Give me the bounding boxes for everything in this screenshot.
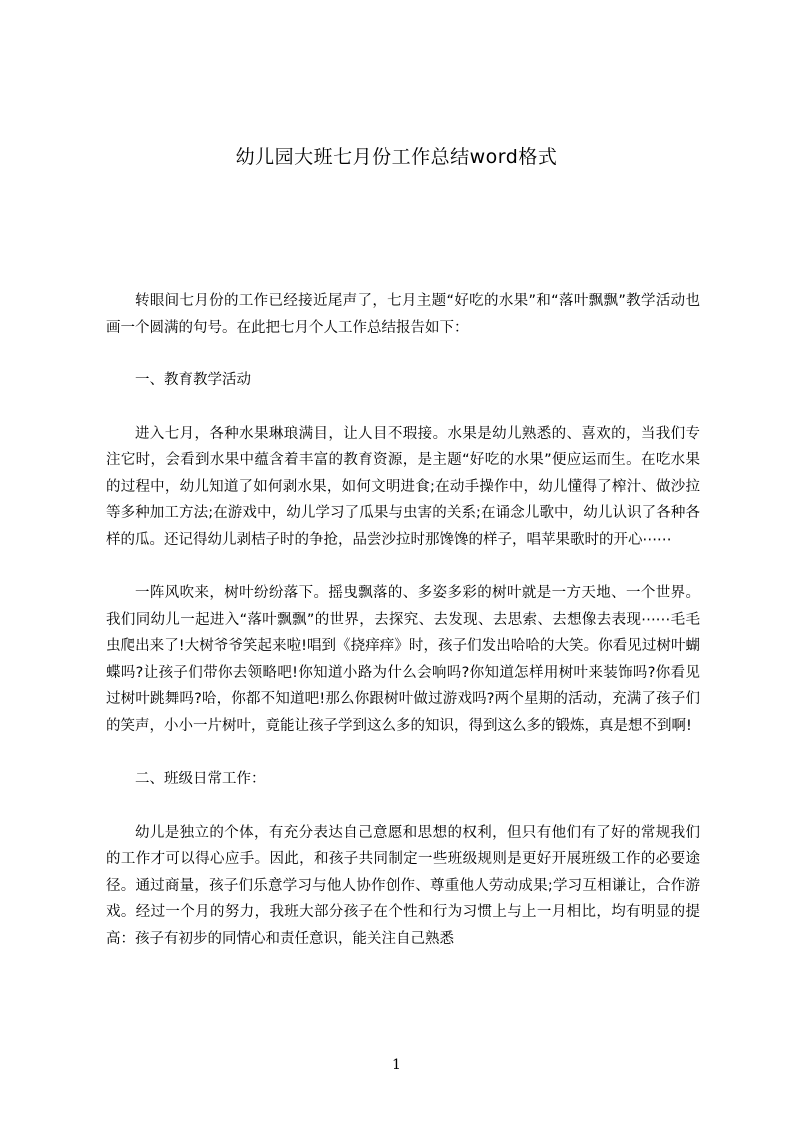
paragraph-fruit-theme: 进入七月，各种水果琳琅满目，让人目不瑕接。水果是幼儿熟悉的、喜欢的，当我们专注它时，会看到水果中蕴含着丰富的教育资源，是主题“好吃的水果”便应运而生。在吃水果的过程中，幼儿知道了如何剥水果，如何文明进食;在动手操作中，幼儿懂得了榨汁、做沙拉等多种加工方法;在游戏中，幼儿学习了瓜果与虫害的关系;在诵念儿歌中，幼儿认识了各种各样的瓜。还记得幼儿剥桔子时的争抢，品尝沙拉时那馋馋的样子，唱苹果歌时的开心⋯⋯ <box>106 425 700 548</box>
page-number: 1 <box>392 1057 401 1073</box>
paragraph-leaves-theme: 一阵风吹来，树叶纷纷落下。摇曳飘落的、多姿多彩的树叶就是一方天地、一个世界。我们同幼儿一起进入“落叶飘飘”的世界，去探究、去发现、去思索、去想像去表现⋯⋯毛毛虫爬出来了!大树爷爷笑起来啦!唱到《挠痒痒》时，孩子们发出哈哈的大笑。你看见过树叶蝴蝶吗?让孩子们带你去领略吧!你知道小路为什么会响吗?你知道怎样用树叶来装饰吗?你看见过树叶跳舞吗?哈，你都不知道吧!那么你跟树叶做过游戏吗?两个星期的活动，充满了孩子们的笑声，小小一片树叶，竟能让孩子学到这么多的知识，得到这么多的锻炼，真是想不到啊! <box>106 585 700 734</box>
intro-paragraph: 转眼间七月份的工作已经接近尾声了，七月主题“好吃的水果”和“落叶飘飘”教学活动也画一个圆满的句号。在此把七月个人工作总结报告如下： <box>106 293 700 336</box>
paragraph-class-rules: 幼儿是独立的个体，有充分表达自己意愿和思想的权利，但只有他们有了好的常规我们的工作才可以得心应手。因此，和孩子共同制定一些班级规则是更好开展班级工作的必要途径。通过商量，孩子们乐意学习与他人协作创作、尊重他人劳动成果;学习互相谦让，合作游戏。经过一个月的努力，我班大部分孩子在个性和行为习惯上与上一月相比，均有明显的提高：孩子有初步的同情心和责任意识，能关注自己熟悉 <box>106 824 700 947</box>
section-heading-teaching: 一、教育教学活动 <box>135 372 251 388</box>
document-body <box>106 288 700 952</box>
section-heading-class-routine: 二、班级日常工作： <box>135 771 266 787</box>
document-title: 幼儿园大班七月份工作总结word格式 <box>235 146 558 168</box>
